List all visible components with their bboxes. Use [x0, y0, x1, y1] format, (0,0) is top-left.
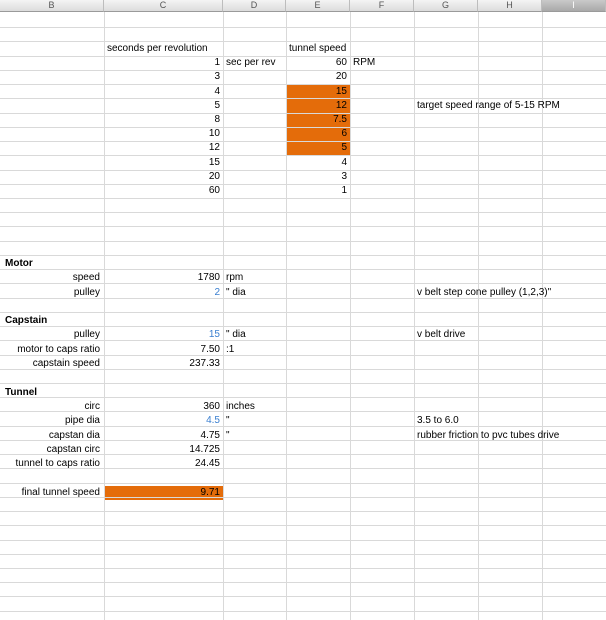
capstan-dia-value[interactable]: 4.75	[200, 430, 220, 441]
spr-cell[interactable]: 20	[208, 171, 220, 182]
capstan-dia-label[interactable]: capstan dia	[48, 430, 100, 441]
capstain-ratio-label[interactable]: motor to caps ratio	[17, 344, 100, 355]
grid-row-line	[0, 226, 606, 227]
grid-row-line	[0, 326, 606, 327]
grid-row-line	[0, 312, 606, 313]
spr-cell[interactable]: 5	[214, 100, 220, 111]
capstan-circ-label[interactable]: capstan circ	[46, 444, 100, 455]
pipe-dia-unit[interactable]: "	[226, 415, 230, 426]
capstain-pulley-label[interactable]: pulley	[73, 329, 100, 340]
motor-speed-value[interactable]: 1780	[197, 272, 220, 283]
spr-cell[interactable]: 12	[208, 142, 220, 153]
ts-cell[interactable]: 1	[341, 185, 347, 196]
grid-row-line	[0, 596, 606, 597]
grid-row-line	[0, 255, 606, 256]
capstain-pulley-value[interactable]: 15	[208, 329, 220, 340]
ts-cell-highlighted[interactable]: 7.5	[333, 114, 347, 125]
grid-row-line	[0, 554, 606, 555]
grid-row-line	[0, 511, 606, 512]
capstain-speed-value[interactable]: 237.33	[189, 358, 220, 369]
section-title-tunnel[interactable]: Tunnel	[5, 387, 38, 398]
section-title-capstain[interactable]: Capstain	[5, 315, 48, 326]
grid-row-line	[0, 212, 606, 213]
capstain-pulley-unit[interactable]: " dia	[226, 329, 246, 340]
capstan-dia-note[interactable]: rubber friction to pvc tubes drive	[417, 430, 560, 441]
grid-row-line	[0, 525, 606, 526]
final-speed-value[interactable]: 9.71	[200, 487, 220, 498]
capstain-speed-label[interactable]: capstain speed	[32, 358, 100, 369]
motor-pulley-note[interactable]: v belt step cone pulley (1,2,3)"	[417, 287, 552, 298]
column-header-b[interactable]: B	[0, 0, 104, 12]
grid-column-line	[350, 12, 351, 620]
pipe-dia-note[interactable]: 3.5 to 6.0	[417, 415, 459, 426]
grid-row-line	[0, 269, 606, 270]
capstain-ratio-value[interactable]: 7.50	[200, 344, 220, 355]
column-header-i[interactable]: I	[542, 0, 606, 12]
spr-cell[interactable]: 60	[208, 185, 220, 196]
column-header-g[interactable]: G	[414, 0, 478, 12]
header-tunnel-speed[interactable]: tunnel speed	[289, 43, 347, 54]
spr-cell[interactable]: 8	[214, 114, 220, 125]
ts-cell-highlighted[interactable]: 15	[335, 86, 347, 97]
pipe-dia-value[interactable]: 4.5	[206, 415, 220, 426]
motor-pulley-unit[interactable]: " dia	[226, 287, 246, 298]
pipe-dia-label[interactable]: pipe dia	[64, 415, 100, 426]
grid-row-line	[0, 241, 606, 242]
spr-cell[interactable]: 15	[208, 157, 220, 168]
unit-rpm[interactable]: RPM	[353, 57, 376, 68]
spr-cell[interactable]: 1	[214, 57, 220, 68]
capstain-pulley-note[interactable]: v belt drive	[417, 329, 466, 340]
tunnel-circ-value[interactable]: 360	[203, 401, 220, 412]
column-header-e[interactable]: E	[286, 0, 350, 12]
ts-cell-highlighted[interactable]: 5	[341, 142, 347, 153]
section-title-motor[interactable]: Motor	[5, 258, 33, 269]
column-header-f[interactable]: F	[350, 0, 414, 12]
spr-cell[interactable]: 10	[208, 128, 220, 139]
target-speed-note[interactable]: target speed range of 5-15 RPM	[417, 100, 560, 111]
capstain-ratio-unit[interactable]: :1	[226, 344, 235, 355]
grid-row-line	[0, 611, 606, 612]
capstan-circ-value[interactable]: 14.725	[189, 444, 220, 455]
ts-cell-highlighted[interactable]: 12	[335, 100, 347, 111]
column-header-c[interactable]: C	[104, 0, 223, 12]
tunnel-circ-unit[interactable]: inches	[226, 401, 255, 412]
grid-row-line	[0, 383, 606, 384]
spr-cell[interactable]: 3	[214, 71, 220, 82]
capstan-dia-unit[interactable]: "	[226, 430, 230, 441]
column-header-h[interactable]: H	[478, 0, 542, 12]
grid-row-line	[0, 483, 606, 484]
spr-cell[interactable]: 4	[214, 86, 220, 97]
grid-row-line	[0, 397, 606, 398]
motor-speed-label[interactable]: speed	[72, 272, 100, 283]
final-speed-label[interactable]: final tunnel speed	[21, 487, 100, 498]
motor-pulley-label[interactable]: pulley	[73, 287, 100, 298]
ts-cell-highlighted[interactable]: 6	[341, 128, 347, 139]
grid-column-line	[414, 12, 415, 620]
ts-cell[interactable]: 60	[335, 57, 347, 68]
tunnel-ratio-label[interactable]: tunnel to caps ratio	[15, 458, 100, 469]
grid-row-line	[0, 198, 606, 199]
grid-row-line	[0, 540, 606, 541]
ts-cell[interactable]: 3	[341, 171, 347, 182]
motor-pulley-value[interactable]: 2	[214, 287, 220, 298]
column-header-d[interactable]: D	[223, 0, 286, 12]
grid-column-line	[223, 12, 224, 620]
ts-cell[interactable]: 20	[335, 71, 347, 82]
ts-cell[interactable]: 4	[341, 157, 347, 168]
motor-speed-unit[interactable]: rpm	[226, 272, 244, 283]
grid-row-line	[0, 568, 606, 569]
tunnel-circ-label[interactable]: circ	[84, 401, 100, 412]
unit-sec-per-rev[interactable]: sec per rev	[226, 57, 276, 68]
tunnel-ratio-value[interactable]: 24.45	[194, 458, 220, 469]
grid-row-line	[0, 582, 606, 583]
grid-row-line	[0, 27, 606, 28]
header-seconds-per-revolution[interactable]: seconds per revolution	[107, 43, 208, 54]
